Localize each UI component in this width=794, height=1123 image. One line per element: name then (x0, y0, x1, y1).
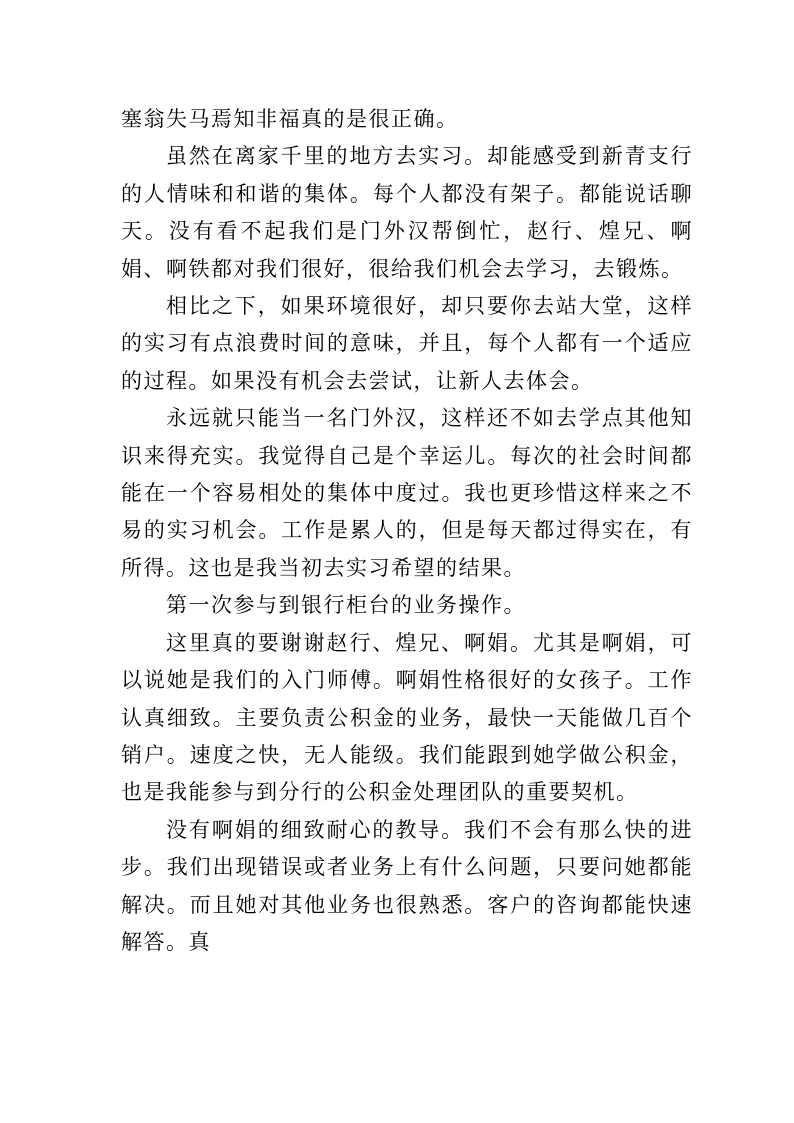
document-body (121, 101, 693, 961)
paragraph: 塞翁失马焉知非福真的是很正确。 (121, 107, 459, 131)
paragraph: 这里真的要谢谢赵行、煌兄、啊娟。尤其是啊娟，可以说她是我们的入门师傅。啊娟性格很好的女孩子。工作认真细致。主要负责公积金的业务，最快一天能做几百个销户。速度之快，无人能级。我们能跟到她学做公积金，也是我能参与到分行的公积金处理团队的重要契机。 (121, 630, 693, 805)
paragraph: 相比之下，如果环境很好，却只要你去站大堂，这样的实习有点浪费时间的意味，并且，每个人都有一个适应的过程。如果没有机会去尝试，让新人去体会。 (121, 294, 693, 393)
paragraph: 永远就只能当一名门外汉，这样还不如去学点其他知识来得充实。我觉得自己是个幸运儿。每次的社会时间都能在一个容易相处的集体中度过。我也更珍惜这样来之不易的实习机会。工作是累人的，但是每天都过得实在，有所得。这也是我当初去实习希望的结果。 (121, 406, 693, 580)
paragraph: 虽然在离家千里的地方去实习。却能感受到新青支行的人情味和和谐的集体。每个人都没有架子。都能说话聊天。没有看不起我们是门外汉帮倒忙，赵行、煌兄、啊娟、啊铁都对我们很好，很给我们机会去学习，去锻炼。 (121, 144, 693, 281)
paragraph: 第一次参与到银行柜台的业务操作。 (166, 593, 526, 618)
paragraph: 没有啊娟的细致耐心的教导。我们不会有那么快的进步。我们出现错误或者业务上有什么问题，只要问她都能解决。而且她对其他业务也很熟悉。客户的咨询都能快速解答。真 (121, 817, 693, 954)
